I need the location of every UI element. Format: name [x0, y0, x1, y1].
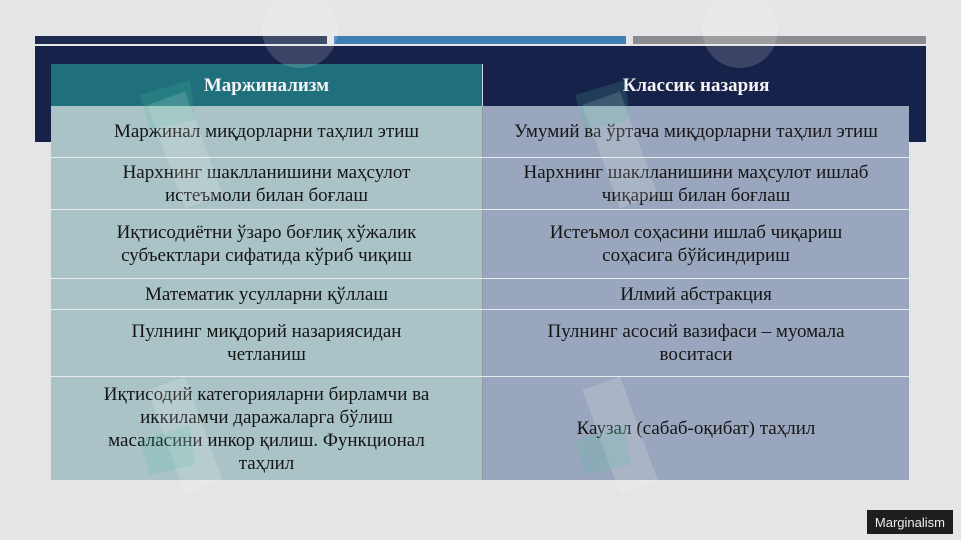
table-cell-left: Математик усулларни қўллаш [51, 279, 483, 309]
accent-bar-navy [35, 36, 327, 44]
header-marginalism: Маржинализм [51, 64, 483, 106]
table-cell-left: Нархнинг шаклланишини маҳсулот истеъмоли билан боғлаш [51, 158, 483, 209]
table-cell-left: Пулнинг миқдорий назариясидан четланиш [51, 310, 483, 376]
footer-label: Marginalism [867, 510, 953, 534]
top-accent-bars [35, 36, 926, 44]
table-cell-left: Маржинал миқдорларни таҳлил этиш [51, 106, 483, 157]
accent-bar-blue [334, 36, 626, 44]
table-cell-left: Иқтисодий категорияларни бирламчи ва иккиламчи даражаларга бўлиш масаласини инкор қилиш. Функционал таҳлил [51, 377, 483, 480]
table-cell-right: Илмий абстракция [483, 279, 909, 309]
table-cell-right: Умумий ва ўртача миқдорларни таҳлил этиш [483, 106, 909, 157]
table-cell-right: Каузал (сабаб-оқибат) таҳлил [483, 377, 909, 480]
table-cell-left: Иқтисодиётни ўзаро боғлиқ хўжалик субъектлари сифатида кўриб чиқиш [51, 210, 483, 278]
header-classical-theory: Классик назария [483, 64, 909, 106]
table-cell-right: Нархнинг шаклланишини маҳсулот ишлаб чиқариш билан боғлаш [483, 158, 909, 209]
table-cell-right: Истеъмол соҳасини ишлаб чиқариш соҳасига бўйсиндириш [483, 210, 909, 278]
accent-bar-gray [633, 36, 926, 44]
table-cell-right: Пулнинг асосий вазифаси – муомала воситаси [483, 310, 909, 376]
